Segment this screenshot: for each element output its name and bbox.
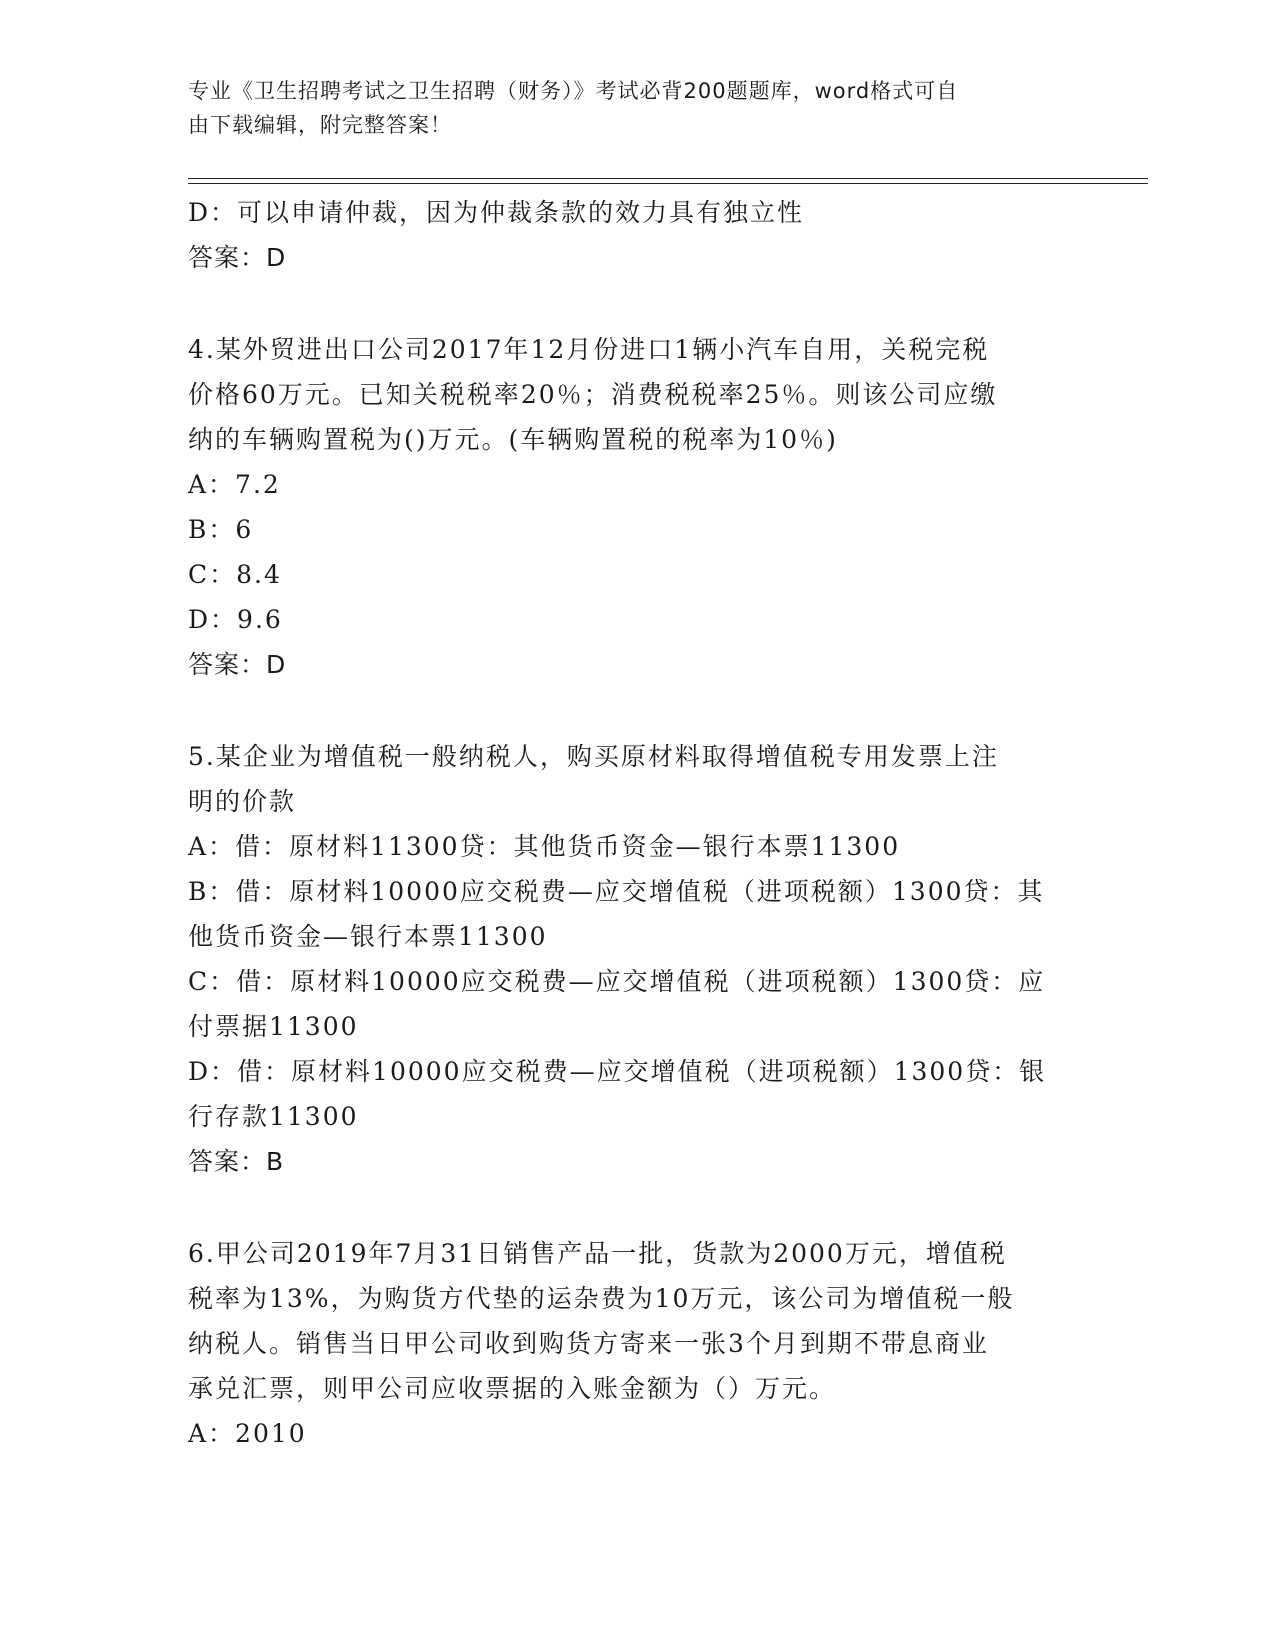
question-4 [188, 327, 1088, 687]
spacer [188, 280, 1088, 327]
question-stem-line: 6.甲公司2019年7月31日销售产品一批，货款为2000万元，增值税 [188, 1239, 1007, 1268]
option-a: A：借：原材料11300贷：其他货币资金—银行本票11300 [188, 832, 901, 861]
question-6 [188, 1231, 1088, 1456]
option-d: D：9.6 [188, 605, 283, 634]
question-stem-line: 价格60万元。已知关税税率20％；消费税税率25％。则该公司应缴 [188, 380, 998, 409]
spacer [188, 1184, 1088, 1231]
answer-line: 答案：D [188, 243, 287, 272]
question-stem-line: 5.某企业为增值税一般纳税人，购买原材料取得增值税专用发票上注 [188, 742, 999, 771]
option-c: C：借：原材料10000应交税费—应交增值税（进项税额）1300贷：应 [188, 967, 1046, 996]
spacer [188, 687, 1088, 734]
header-divider [188, 178, 1148, 179]
option-c: C：8.4 [188, 560, 282, 589]
question-stem-line: 承兑汇票，则甲公司应收票据的入账金额为（）万元。 [188, 1374, 837, 1403]
header-divider [188, 183, 1148, 184]
option-b: B：6 [188, 515, 254, 544]
option-d: D：借：原材料10000应交税费—应交增值税（进项税额）1300贷：银 [188, 1057, 1047, 1086]
question-stem-line: 明的价款 [188, 787, 297, 816]
option-a: A：7.2 [188, 470, 281, 499]
header-line-2: 由下载编辑，附完整答案！ [188, 113, 452, 137]
document-body [188, 190, 1088, 1456]
question-stem-line: 纳税人。销售当日甲公司收到购货方寄来一张3个月到期不带息商业 [188, 1329, 989, 1358]
option-b-cont: 他货币资金—银行本票11300 [188, 922, 548, 951]
option-b: B：借：原材料10000应交税费—应交增值税（进项税额）1300贷：其 [188, 877, 1045, 906]
option-d-cont: 行存款11300 [188, 1102, 359, 1131]
answer-line: 答案：D [188, 650, 287, 679]
question-3-tail [188, 190, 1088, 280]
question-stem-line: 纳的车辆购置税为()万元。(车辆购置税的税率为10％) [188, 425, 838, 454]
option-d: D：可以申请仲裁，因为仲裁条款的效力具有独立性 [188, 198, 805, 227]
header-line-1: 专业《卫生招聘考试之卫生招聘（财务）》考试必背200题题库，word格式可自 [188, 79, 959, 103]
option-c-cont: 付票据11300 [188, 1012, 359, 1041]
option-a: A：2010 [188, 1419, 307, 1448]
document-header [188, 74, 1068, 142]
answer-line: 答案：B [188, 1147, 285, 1176]
question-stem-line: 4.某外贸进出口公司2017年12月份进口1辆小汽车自用，关税完税 [188, 335, 990, 364]
question-stem-line: 税率为13%，为购货方代垫的运杂费为10万元，该公司为增值税一般 [188, 1284, 1015, 1313]
question-5 [188, 734, 1088, 1184]
